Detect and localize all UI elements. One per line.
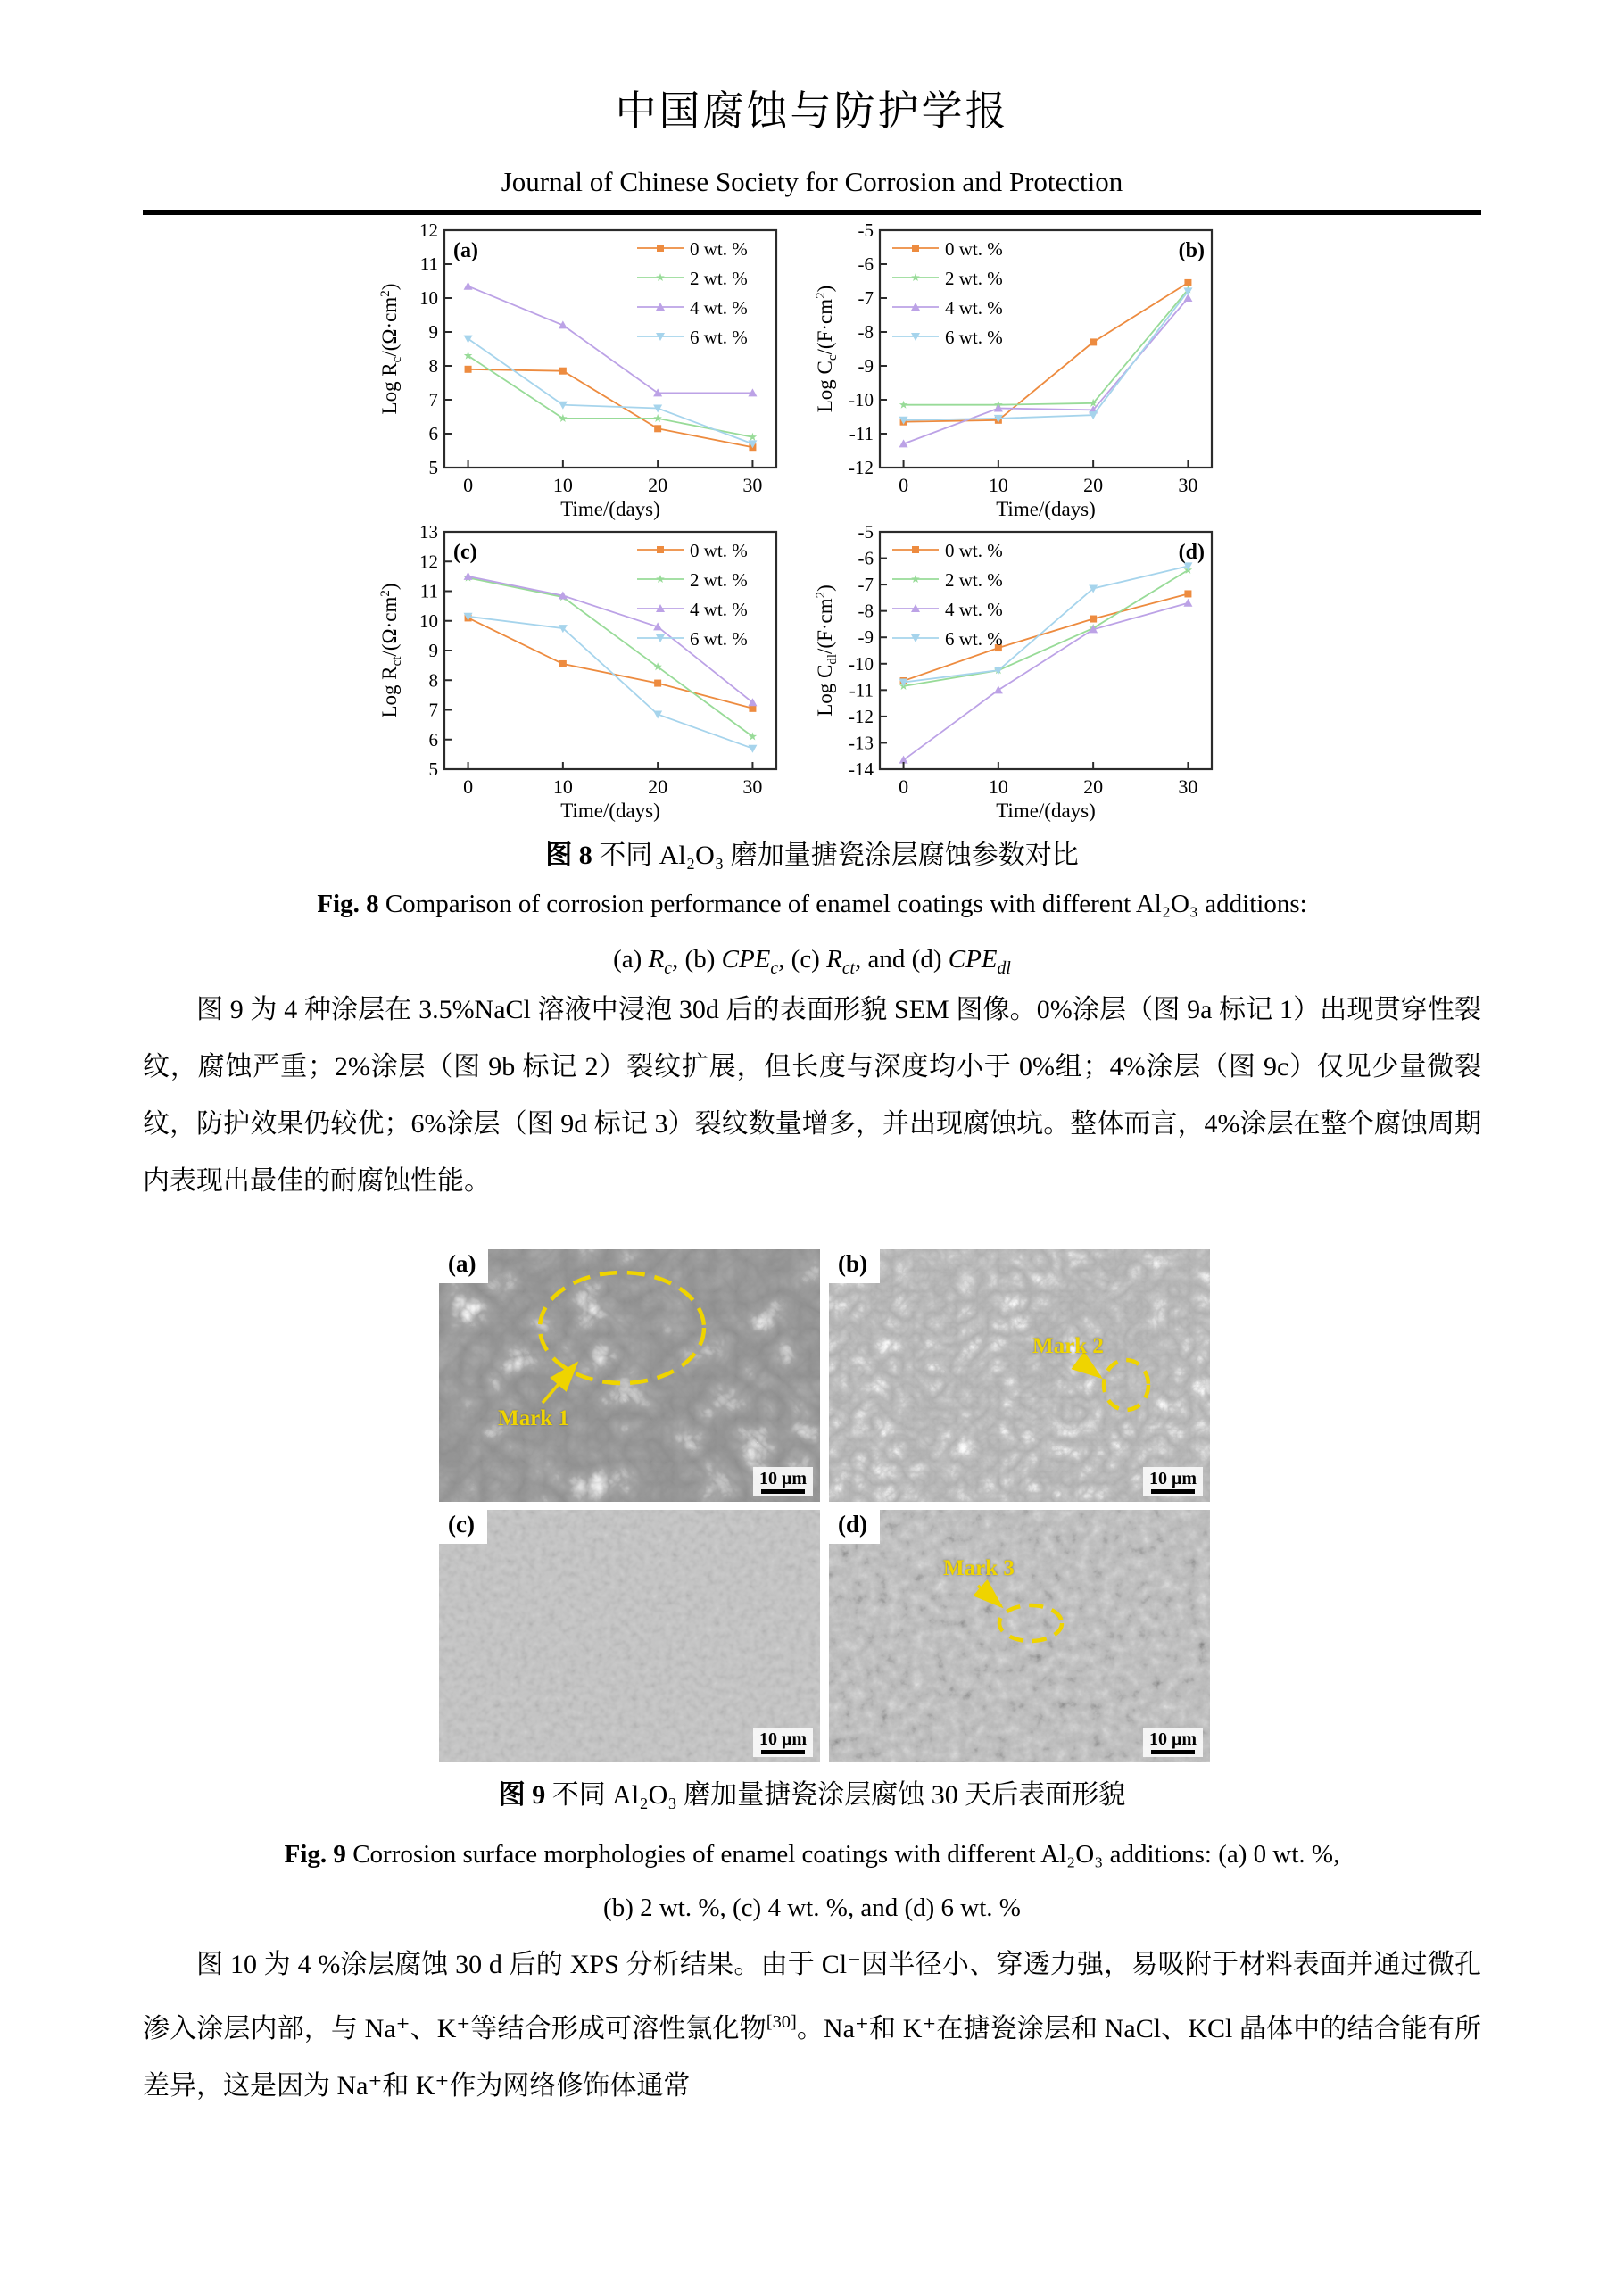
svg-text:0 wt. %: 0 wt. % [945, 540, 1003, 561]
svg-text:10: 10 [552, 474, 573, 496]
scalebar-b-bar [1151, 1489, 1195, 1494]
svg-text:-12: -12 [849, 457, 874, 478]
svg-text:0 wt. %: 0 wt. % [690, 540, 748, 561]
svg-text:6: 6 [428, 423, 438, 444]
paragraph-2: 图 10 为 4 %涂层腐蚀 30 d 后的 XPS 分析结果。由于 Cl⁻因半径小、穿透力强，易吸附于材料表面并通过微孔渗入涂层内部，与 Na⁺、K⁺等结合形成可溶性氯化物[30]。Na⁺和 K⁺在搪瓷涂层和 NaCl、KCl 晶体中的结合能有所差异，这是因为 Na⁺和 K⁺作为网络修饰体通常 [143, 1950, 1481, 2101]
svg-text:-10: -10 [849, 389, 874, 410]
svg-text:10: 10 [988, 474, 1008, 496]
svg-text:Log Rct/(Ω·cm2): Log $R_{ct}/(\Omega\cdot cm^2)$ [378, 583, 404, 718]
figure9-sem-grid [439, 1249, 1210, 1762]
svg-text:Log Rc/(Ω·cm2): Log $R_c/(\Omega\cdot cm^2)$ [378, 283, 404, 415]
svg-text:6 wt. %: 6 wt. % [945, 327, 1003, 348]
sem-panel-d [829, 1510, 1210, 1762]
svg-text:12: 12 [419, 551, 438, 573]
scalebar-a-text: 10 μm [759, 1469, 807, 1488]
svg-text:0: 0 [899, 474, 909, 496]
sem-image-b [829, 1249, 1210, 1502]
svg-text:0: 0 [463, 474, 474, 496]
svg-text:-7: -7 [858, 574, 874, 596]
svg-text:Time/(days): Time/(days) [996, 498, 1096, 520]
svg-text:-6: -6 [858, 547, 874, 569]
sem-panel-c-label: (c) [439, 1510, 487, 1544]
scalebar-b-text: 10 μm [1149, 1469, 1197, 1488]
journal-title-cn: 中国腐蚀与防护学报 [615, 88, 1009, 134]
svg-text:-5: -5 [858, 221, 874, 241]
svg-text:0: 0 [463, 775, 474, 798]
sem-panel-a-label: (a) [439, 1249, 488, 1283]
svg-text:6 wt. %: 6 wt. % [945, 628, 1003, 650]
svg-text:-13: -13 [849, 732, 874, 754]
svg-text:30: 30 [742, 474, 763, 496]
sem-panel-c [439, 1510, 820, 1762]
svg-text:30: 30 [742, 775, 763, 798]
scalebar-c [753, 1728, 813, 1757]
mark3-label: Mark 3 [943, 1556, 1015, 1580]
svg-text:30: 30 [1178, 474, 1198, 496]
svg-text:(b): (b) [1178, 239, 1205, 262]
svg-text:20: 20 [648, 474, 668, 496]
svg-text:30: 30 [1178, 775, 1198, 798]
mark2-label: Mark 2 [1032, 1334, 1104, 1358]
scalebar-a [753, 1467, 813, 1496]
svg-text:(c): (c) [453, 541, 477, 564]
fig8-caption-cn: 图 8 不同 Al₂O₃ 磨加量搪瓷涂层腐蚀参数对比 [545, 841, 1079, 870]
scalebar-d-bar [1151, 1750, 1195, 1754]
svg-text:7: 7 [428, 389, 438, 410]
svg-text:-12: -12 [849, 705, 874, 727]
svg-text:10: 10 [988, 775, 1008, 798]
svg-text:0: 0 [899, 775, 909, 798]
svg-text:6 wt. %: 6 wt. % [690, 327, 748, 348]
chart-panel-b [810, 221, 1230, 523]
chart-panel-d [810, 523, 1230, 825]
paragraph-1: 图 9 为 4 种涂层在 3.5%NaCl 溶液中浸泡 30d 后的表面形貌 SEM 图像。0%涂层（图 9a 标记 1）出现贯穿性裂纹，腐蚀严重；2%涂层（图 9b 标记 2）裂纹扩展，但长度与深度均小于 0%组；4%涂层（图 9c）仅见少量微裂纹，防护效果仍较优；6%涂层（图 9d 标记 3）裂纹数量增多，并出现腐蚀坑。整体而言，4%涂层在整个腐蚀周期内表现出最佳的耐腐蚀性能。 [143, 995, 1481, 1196]
svg-text:4 wt. %: 4 wt. % [690, 297, 748, 319]
svg-text:2 wt. %: 2 wt. % [690, 569, 748, 591]
svg-text:(d): (d) [1178, 541, 1205, 564]
svg-text:7: 7 [428, 699, 438, 721]
scalebar-d [1143, 1728, 1203, 1757]
fig8-caption-subpanels: (a) $R_c$, (b) $CPE_c$, (c) $R_{ct}$, and (d) $CPE_{dl}$ [613, 945, 1011, 978]
scalebar-a-bar [761, 1489, 805, 1494]
svg-text:4 wt. %: 4 wt. % [945, 599, 1003, 620]
svg-text:13: 13 [419, 523, 438, 543]
sem-image-c [439, 1510, 820, 1762]
scalebar-b [1143, 1467, 1203, 1496]
svg-text:0 wt. %: 0 wt. % [690, 238, 748, 260]
chart-panel-a [375, 221, 794, 523]
svg-text:2 wt. %: 2 wt. % [690, 268, 748, 289]
header-rule [143, 210, 1481, 215]
svg-text:Time/(days): Time/(days) [996, 800, 1096, 822]
svg-text:-6: -6 [858, 253, 874, 275]
svg-text:4 wt. %: 4 wt. % [945, 297, 1003, 319]
sem-image-a [439, 1249, 820, 1502]
svg-text:6 wt. %: 6 wt. % [690, 628, 748, 650]
scalebar-c-text: 10 μm [759, 1729, 807, 1749]
sem-panel-b [829, 1249, 1210, 1502]
svg-text:Log Cdl/(F·cm2): Log $C_{dl}/(F\cdot cm^2)$ [814, 584, 840, 717]
svg-text:20: 20 [1083, 474, 1104, 496]
svg-text:9: 9 [428, 321, 438, 343]
sem-panel-d-label: (d) [829, 1510, 880, 1544]
svg-text:20: 20 [648, 775, 668, 798]
svg-text:-11: -11 [849, 423, 874, 444]
svg-text:10: 10 [552, 775, 573, 798]
figure8-charts [375, 221, 1230, 825]
svg-text:12: 12 [419, 221, 438, 241]
fig8-caption-en: Fig. 8 Comparison of corrosion performance of enamel coatings with different Al₂O₃ additions: [317, 890, 1307, 918]
svg-text:-8: -8 [858, 600, 874, 622]
svg-text:5: 5 [428, 457, 438, 478]
svg-text:Time/(days): Time/(days) [560, 498, 660, 520]
svg-text:5: 5 [428, 758, 438, 780]
svg-text:-10: -10 [849, 652, 874, 675]
mark1-label: Mark 1 [498, 1406, 569, 1430]
svg-text:-11: -11 [849, 679, 874, 701]
svg-text:2 wt. %: 2 wt. % [945, 569, 1003, 591]
svg-text:Time/(days): Time/(days) [560, 800, 660, 822]
sem-image-d [829, 1510, 1210, 1762]
svg-text:8: 8 [428, 355, 438, 377]
svg-text:11: 11 [419, 580, 438, 602]
chart-panel-c [375, 523, 794, 825]
scalebar-d-text: 10 μm [1149, 1729, 1197, 1749]
svg-text:-9: -9 [858, 355, 874, 377]
svg-text:10: 10 [419, 287, 438, 309]
fig9-caption-en: Fig. 9 Corrosion surface morphologies of enamel coatings with different Al₂O₃ additions: (a) 0 wt. %, (b) 2 wt. %, (c) 4 wt. %, and (d) 6 wt. % [284, 1840, 1340, 1922]
svg-text:-9: -9 [858, 626, 874, 649]
svg-text:8: 8 [428, 669, 438, 692]
scalebar-c-bar [761, 1750, 805, 1754]
svg-text:4 wt. %: 4 wt. % [690, 599, 748, 620]
svg-text:-14: -14 [849, 758, 874, 780]
svg-text:20: 20 [1083, 775, 1104, 798]
svg-text:0 wt. %: 0 wt. % [945, 238, 1003, 260]
fig9-caption-cn: 图 9 不同 Al₂O₃ 磨加量搪瓷涂层腐蚀 30 天后表面形貌 [498, 1780, 1126, 1810]
journal-title-en: Journal of Chinese Society for Corrosion and Protection [501, 166, 1123, 197]
svg-text:10: 10 [419, 609, 438, 632]
sem-panel-b-label: (b) [829, 1249, 880, 1283]
svg-text:11: 11 [419, 253, 438, 275]
svg-text:-5: -5 [858, 523, 874, 543]
svg-text:Log Cc/(F·cm2): Log $C_c/(F\cdot cm^2)$ [814, 285, 840, 413]
svg-text:6: 6 [428, 728, 438, 750]
svg-text:9: 9 [428, 640, 438, 661]
svg-text:-8: -8 [858, 321, 874, 343]
svg-text:(a): (a) [453, 239, 478, 262]
svg-text:-7: -7 [858, 287, 874, 309]
svg-text:2 wt. %: 2 wt. % [945, 268, 1003, 289]
sem-panel-a [439, 1249, 820, 1502]
